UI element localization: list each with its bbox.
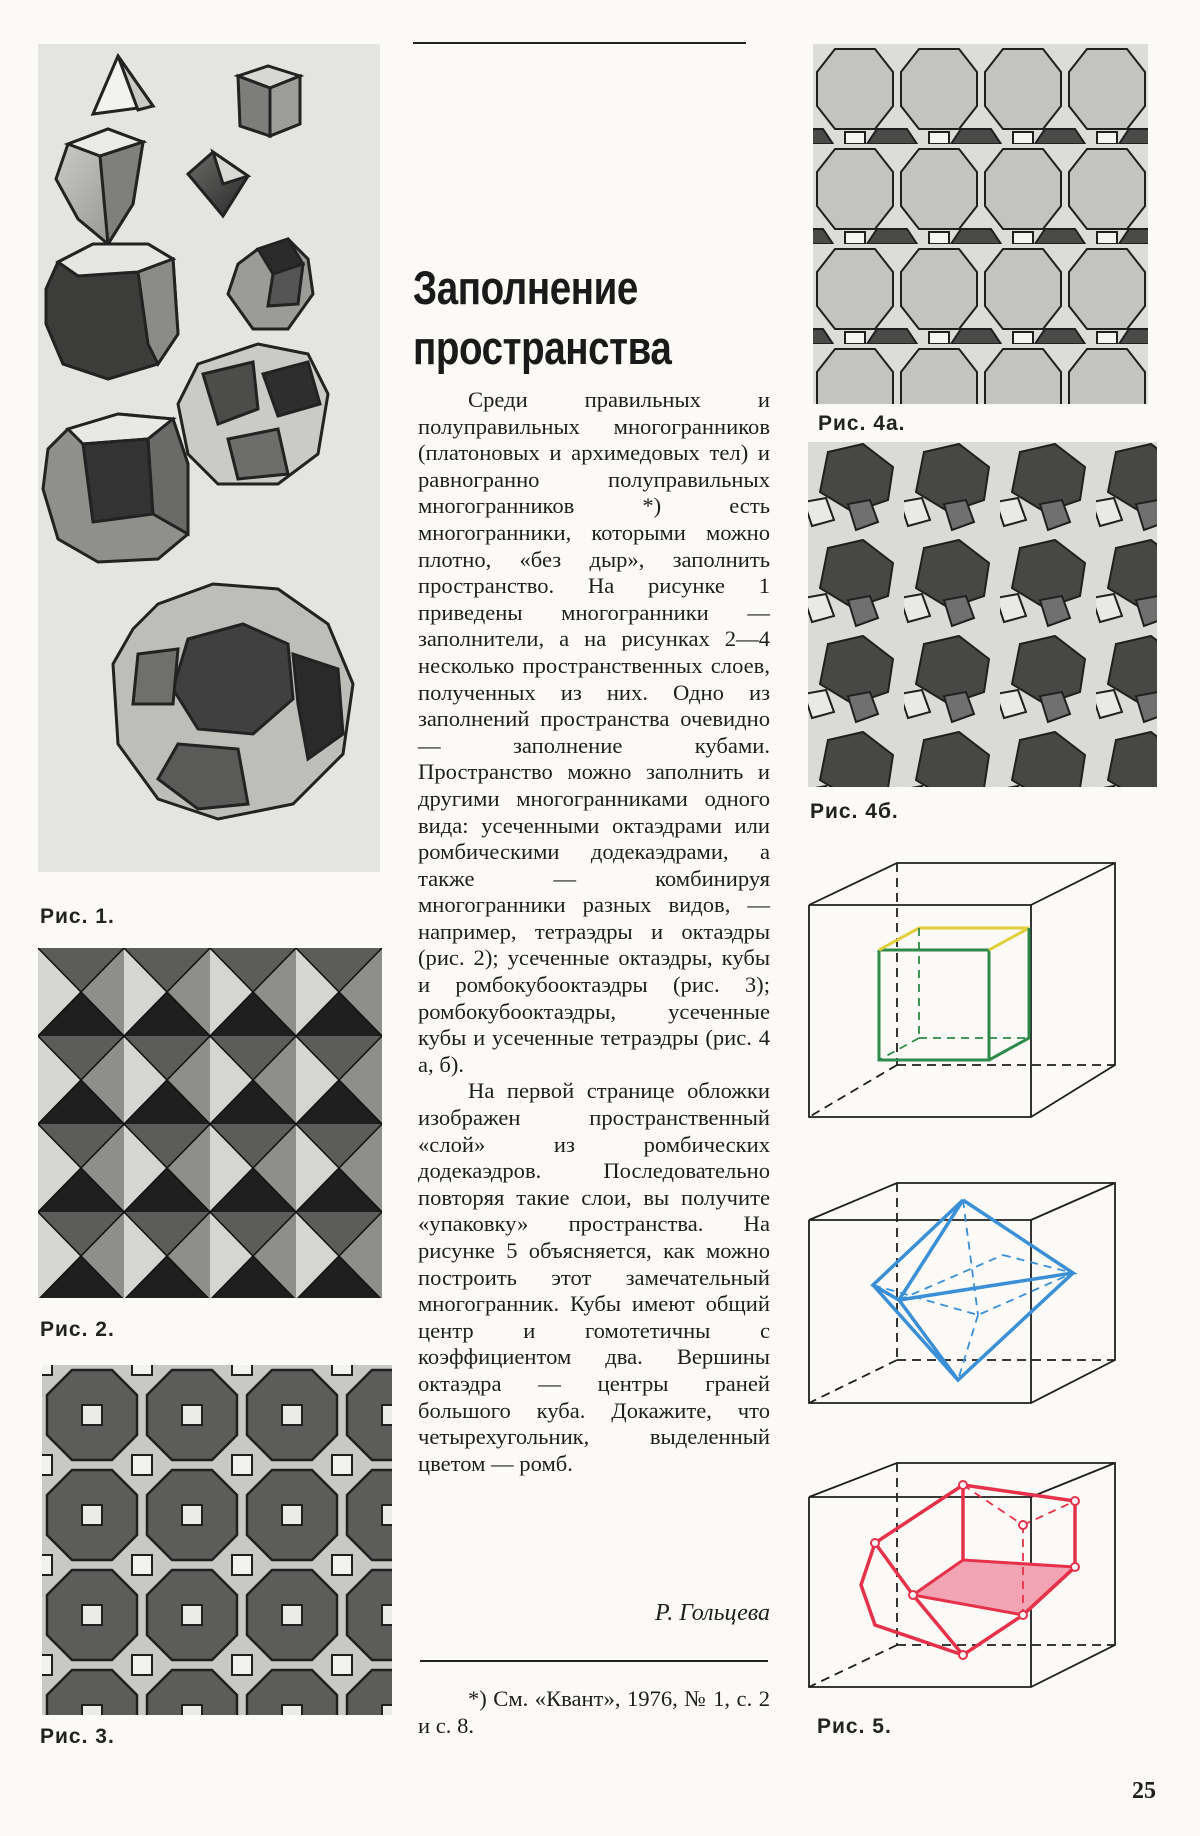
top-rule — [413, 42, 746, 44]
figure-4a-packing — [813, 44, 1148, 404]
figure-2-tetra-octa-packing — [38, 948, 382, 1298]
figure-3-truncated-octahedra-packing — [42, 1365, 392, 1715]
truncated-octahedron-shape — [178, 344, 328, 484]
cuboctahedron-shape — [228, 239, 313, 329]
figure-4b-packing — [808, 442, 1157, 787]
footnote-text: *) См. «Квант», 1976, № 1, с. 2 и с. 8. — [418, 1686, 770, 1738]
article-title: Заполнение пространства — [413, 261, 672, 374]
truncated-cuboctahedron-shape — [113, 584, 353, 819]
figure-1-caption: Рис. 1. — [40, 905, 115, 928]
cube-shape — [238, 66, 300, 136]
figure-5-rhombic-dodecahedron-construction — [803, 1455, 1168, 1695]
rhombicuboctahedron-shape — [43, 414, 188, 562]
inner-cube-front — [879, 950, 989, 1060]
truncated-cube-shape — [46, 244, 178, 379]
figure-3-caption: Рис. 3. — [40, 1725, 115, 1748]
tetrahedron-shape — [93, 56, 153, 114]
truncated-tetrahedron-shape — [56, 129, 143, 244]
figure-5-caption: Рис. 5. — [817, 1715, 892, 1738]
article-body — [418, 387, 770, 1477]
paragraph-2: На первой странице обложки изображен пространственный «слой» из ромбических додекаэдров. Последовательно повторяя такие слои, вы получите «упаковку» пространства. На рисунке 5 объясняется, как можно построить этот замечательный многогранник. Кубы имеют общий центр и гомотетичны с коэффициентом два. Вершины октаэдра — центры граней большого куба. Докажите, что четырехугольник, выделенный цветом — ромб. — [418, 1078, 770, 1476]
footnote — [418, 1685, 770, 1739]
inner-cube-top — [879, 928, 1029, 950]
figure-5-octahedron-construction — [803, 1175, 1168, 1410]
author-signature: Р. Гольцева — [655, 1600, 770, 1626]
figure-4b-caption: Рис. 4б. — [810, 800, 899, 823]
page-number: 25 — [1132, 1778, 1156, 1804]
figure-4a-caption: Рис. 4а. — [818, 412, 906, 435]
figure-2-caption: Рис. 2. — [40, 1318, 115, 1341]
footnote-rule — [420, 1660, 768, 1662]
paragraph-1: Среди правильных и полуправильных многогранников (платоновых и архимедовых тел) и равногранно полуправильных многогранников *) есть многогранники, которыми можно плотно, «без дыр», заполнить пространство. На рисунке 1 приведены многогранники — заполнители, а на рисунках 2—4 несколько пространственных слоев, полученных из них. Одно из заполнений пространства очевидно — заполнение кубами. Пространство можно заполнить и другими многогранниками одного вида: усеченными октаэдрами или ромбическими додекаэдрами, а также — комбинируя многогранники разных видов, — например, тетраэдры и октаэдры (рис. 2); усеченные октаэдры, кубы и ромбокубооктаэдры (рис. 3); ромбокубооктаэдры, усеченные кубы и усеченные тетраэдры (рис. 4 а, б). — [418, 387, 770, 1077]
figure-5-cube-construction — [803, 855, 1168, 1125]
octahedron-shape — [188, 152, 248, 216]
figure-1-polyhedra — [38, 44, 380, 872]
